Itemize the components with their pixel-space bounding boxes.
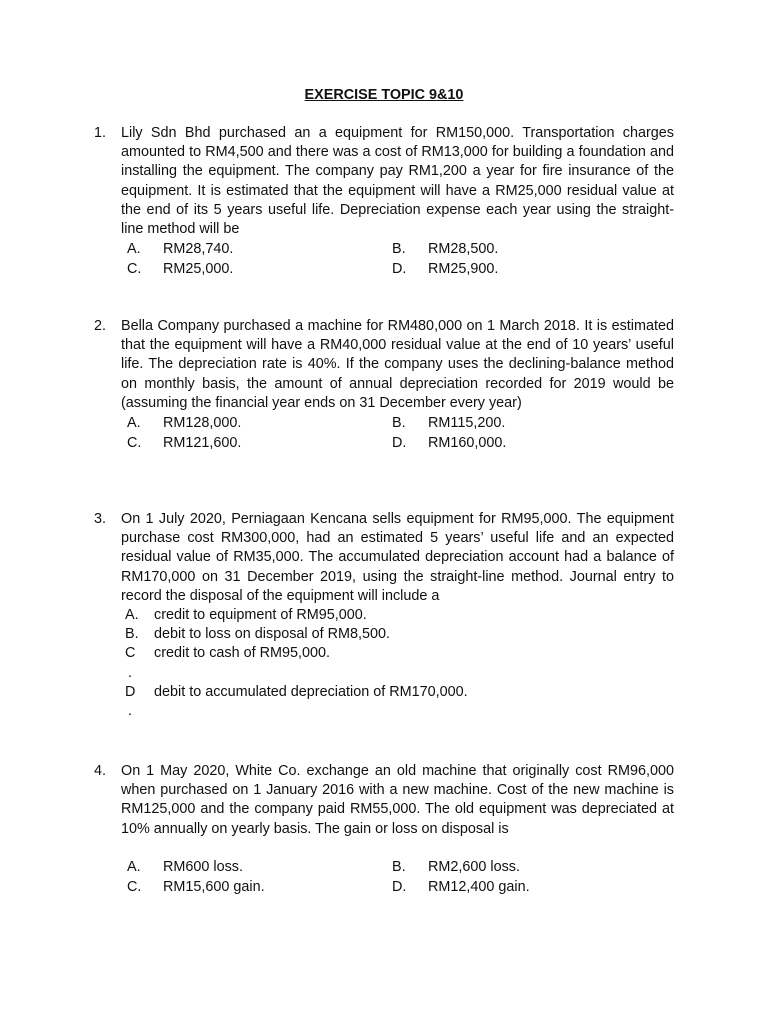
- answer-options: [125, 606, 674, 721]
- option-letter: C: [125, 645, 136, 662]
- option-a: [127, 857, 243, 877]
- question-stem: On 1 May 2020, White Co. exchange an old machine that originally cost RM96,000 when purchased on 1 January 2016 with a new machine. Cost of the new machine is RM125,000 and the company paid RM55,000. The old equipment was depreciated at 10% annually on yearly basis. The gain or loss on disposal is: [121, 763, 674, 837]
- option-text: RM128,000.: [163, 415, 242, 432]
- option-letter: B.: [392, 241, 406, 258]
- answer-options: [127, 239, 674, 279]
- option-d: [392, 259, 498, 279]
- option-text: RM121,600.: [163, 435, 242, 452]
- option-letter: B.: [125, 626, 139, 643]
- option-letter: A.: [127, 415, 141, 432]
- option-text: RM28,740.: [163, 241, 234, 258]
- option-c: [127, 877, 265, 897]
- question-2: [94, 317, 674, 453]
- question-4: [94, 762, 674, 897]
- option-text: debit to accumulated depreciation of RM170,000.: [154, 683, 468, 700]
- option-letter: B.: [392, 858, 406, 875]
- option-text: RM160,000.: [428, 435, 507, 452]
- question-number: 1.: [94, 125, 107, 141]
- option-letter: D.: [392, 261, 407, 278]
- option-b: [392, 239, 498, 259]
- stray-dot: .: [128, 664, 132, 681]
- option-text: RM115,200.: [428, 415, 506, 432]
- option-b: [392, 857, 520, 877]
- question-stem: Bella Company purchased a machine for RM480,000 on 1 March 2018. It is estimated that the equipment will have a RM40,000 residual value at the end of 10 years’ useful life. The depreciation rate is 40%. If the company uses the declining-balance method on monthly basis, the amount of annual depreciation recorded for 2019 would be (assuming the financial year ends on 31 December every year): [121, 318, 674, 411]
- option-text: debit to loss on disposal of RM8,500.: [154, 626, 390, 643]
- stray-dot: .: [128, 702, 132, 719]
- option-letter: D: [125, 683, 136, 700]
- option-letter: A.: [127, 858, 141, 875]
- option-letter: A.: [127, 241, 141, 258]
- option-b: [392, 413, 505, 433]
- option-d: [392, 433, 506, 453]
- option-c: [125, 644, 674, 663]
- option-c: [127, 259, 233, 279]
- answer-options: [127, 413, 674, 453]
- option-text: RM25,000.: [163, 261, 234, 278]
- option-letter: A.: [125, 607, 139, 624]
- option-text: RM600 loss.: [163, 858, 243, 875]
- option-d: [392, 877, 530, 897]
- option-letter: D.: [392, 878, 407, 895]
- option-a: [127, 239, 233, 259]
- option-d: [125, 683, 674, 702]
- question-stem: Lily Sdn Bhd purchased an a equipment for RM150,000. Transportation charges amounted to RM4,500 and there was a cost of RM13,000 for building a foundation and installing the equipment. The company pay RM1,200 a year for fire insurance of the equipment. It is estimated that the equipment will have a RM25,000 residual value at the end of its 5 years useful life. Depreciation expense each year using the straight-line method will be: [121, 125, 674, 238]
- option-letter: B.: [392, 415, 406, 432]
- question-number: 3.: [94, 511, 107, 527]
- question-number: 2.: [94, 318, 107, 334]
- option-a: [127, 413, 241, 433]
- option-c: [127, 433, 241, 453]
- question-3: [94, 510, 674, 721]
- option-letter: C.: [127, 261, 142, 278]
- option-letter: D.: [392, 435, 407, 452]
- option-text: RM25,900.: [428, 261, 499, 278]
- answer-options: [127, 857, 674, 897]
- question-1: [94, 124, 674, 279]
- option-letter: C.: [127, 878, 142, 895]
- page-title: EXERCISE TOPIC 9&10: [304, 87, 464, 103]
- option-letter: C.: [127, 435, 142, 452]
- option-text: RM2,600 loss.: [428, 858, 520, 875]
- option-text: credit to cash of RM95,000.: [154, 645, 330, 662]
- option-text: RM12,400 gain.: [428, 878, 530, 895]
- option-a: [125, 606, 674, 625]
- option-text: RM15,600 gain.: [163, 878, 265, 895]
- question-number: 4.: [94, 763, 107, 779]
- option-b: [125, 625, 674, 644]
- option-text: credit to equipment of RM95,000.: [154, 607, 367, 624]
- question-stem: On 1 July 2020, Perniagaan Kencana sells equipment for RM95,000. The equipment purchase cost RM300,000, had an estimated 5 years’ useful life and an expected residual value of RM35,000. The accumulated depreciation account had a balance of RM170,000 on 31 December 2019, using the straight-line method. Journal entry to record the disposal of the equipment will include a: [121, 511, 674, 604]
- option-text: RM28,500.: [428, 241, 499, 258]
